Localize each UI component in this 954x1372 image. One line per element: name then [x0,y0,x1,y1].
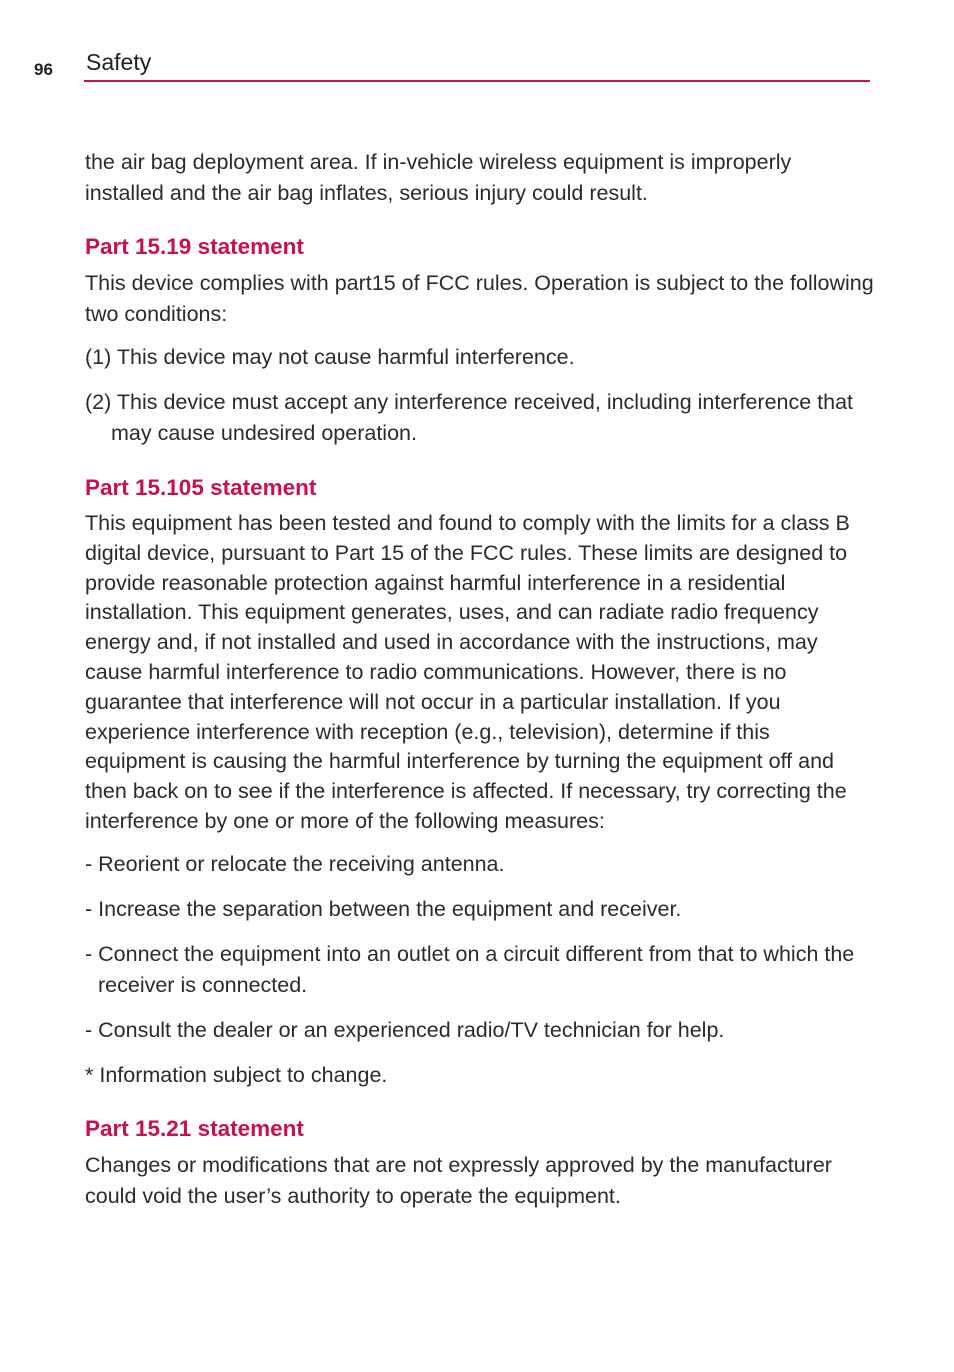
change-note: * Information subject to change. [85,1062,388,1087]
part-15-105-body: This equipment has been tested and found to comply with the limits for a class B digital device, pursuant to Part 15 of the FCC rules. These limits are designed to provide reasonable protection against harmful interference in a residential installation. This equipment generates, uses, and can radiate radio frequency energy and, if not installed and used in accordance with the instructions, may cause harmful interference to radio communications. However, there is no guarantee that interference will not occur in a particular installation. If you experience interference with reception (e.g., television), determine if this equipment is causing the harmful interference by turning the equipment off and then back on to see if the interference is affected. If necessary, try correcting the interference by one or more of the following measures: [85,511,850,833]
part-15-19-heading: Part 15.19 statement [85,234,304,259]
section-title: Safety [86,49,152,75]
measure-item: - Increase the separation between the equipment and receiver. [85,896,682,921]
condition-item: (2) This device must accept any interference received, including interference that may cause undesired operation. [85,390,854,445]
part-15-105-heading: Part 15.105 statement [85,475,317,500]
condition-item: (1) This device may not cause harmful interference. [85,345,575,369]
part-15-21-body: Changes or modifications that are not expressly approved by the manufacturer could void the user’s authority to operate the equipment. [85,1152,832,1208]
page-number: 96 [34,60,53,79]
header-divider [84,80,870,82]
page-content [85,147,875,1212]
intro-paragraph: the air bag deployment area. If in-vehicle wireless equipment is improperly installed and the air bag inflates, serious injury could result. [85,150,792,205]
section-spacer [85,463,875,473]
part-15-21-heading: Part 15.21 statement [85,1115,304,1141]
measure-item: - Reorient or relocate the receiving antenna. [85,851,505,876]
measure-item: - Connect the equipment into an outlet on a circuit different from that to which the receiver is connected. [85,941,855,997]
measure-item: - Consult the dealer or an experienced radio/TV technician for help. [85,1017,725,1042]
part-15-19-body: This device complies with part15 of FCC rules. Operation is subject to the following two conditions: [85,271,874,326]
